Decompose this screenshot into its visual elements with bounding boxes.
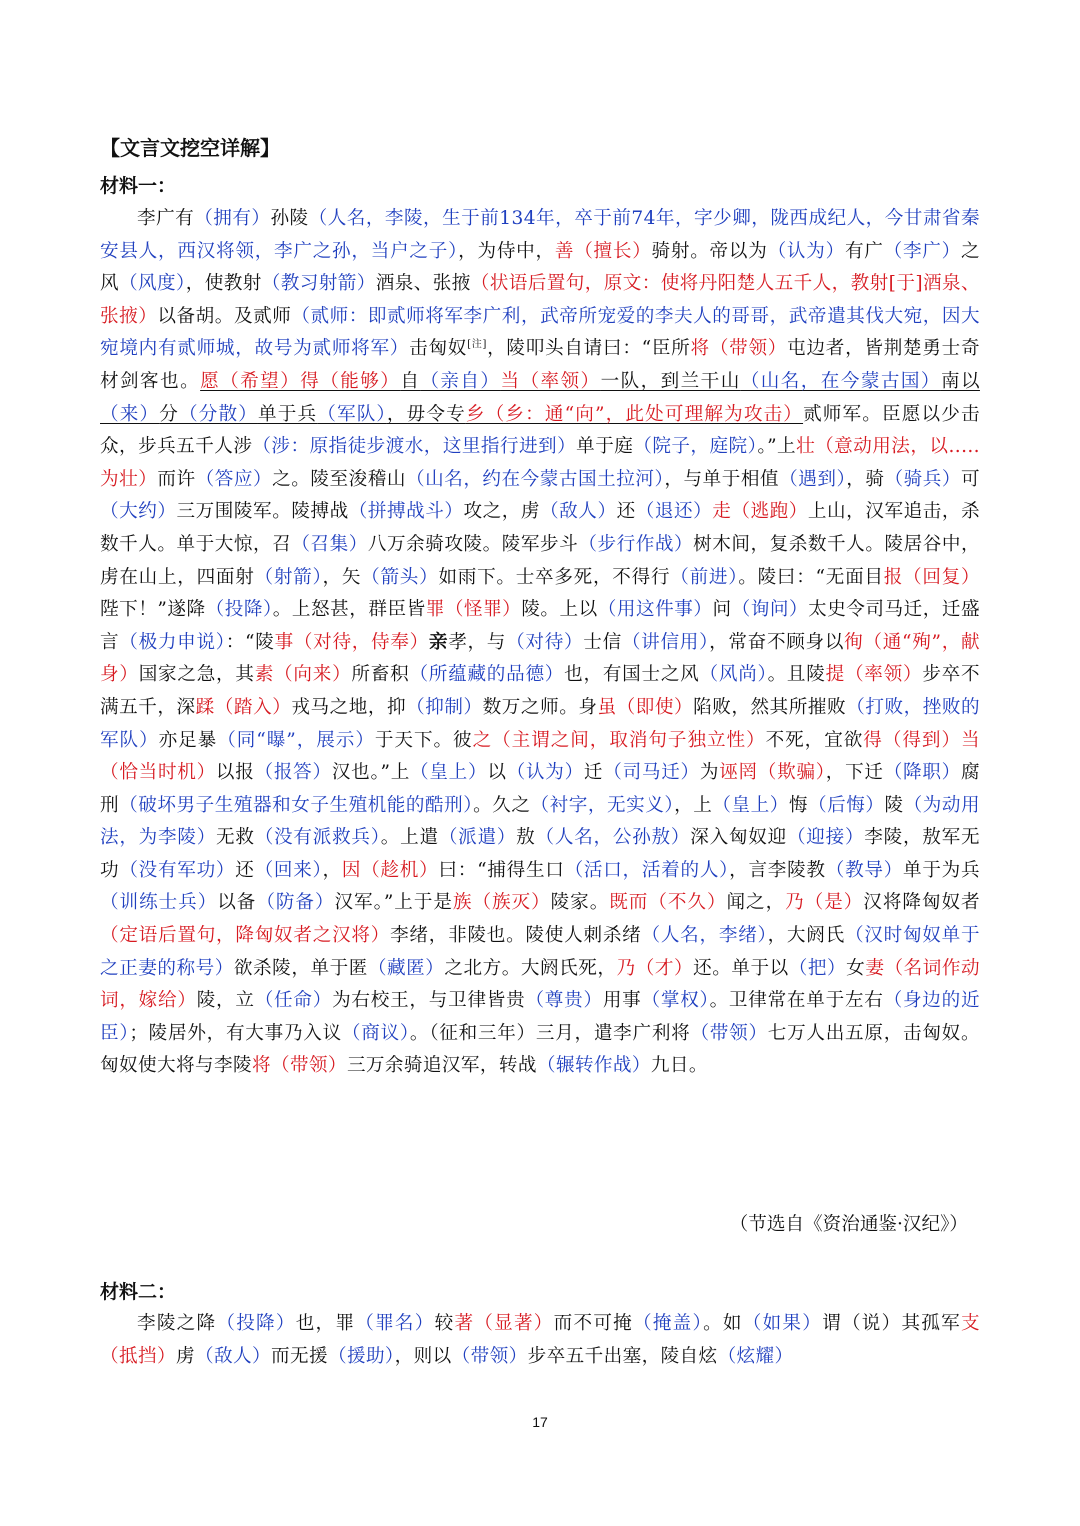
annotation-blue: （讲信用）: [621, 631, 710, 653]
underlined-text: 南以: [940, 370, 980, 392]
annotation-red: 提（率领）: [825, 664, 923, 686]
text-run: 太史令司马迁，迁盛言: [100, 599, 980, 653]
annotation-red: 诬罔（欺骗）: [719, 762, 826, 784]
annotation-blue: （没有派救兵）: [254, 827, 381, 849]
annotation-red: （擅长）: [574, 240, 652, 262]
annotation-blue: （对待）: [506, 631, 584, 653]
text-run: 。上怒甚，群臣皆: [272, 599, 426, 621]
annotation-blue: （回来）: [254, 859, 323, 881]
underlined-text: 单于兵: [257, 403, 318, 425]
annotation-blue: （掩盖）: [633, 1313, 704, 1334]
text-run: 骑射。帝以为: [651, 240, 768, 262]
annotation-blue: （降职）: [883, 762, 962, 784]
annotation-blue: （藏匿）: [367, 957, 445, 979]
text-run: 国家之急，其: [138, 664, 255, 686]
text-run: 而许: [157, 468, 196, 490]
text-run: 用事: [602, 990, 642, 1012]
annotation-blue: （人名，李陵，生于前134年，卒于前74年，字少卿，陇西成纪人，今甘肃省秦安县人，西汉将领，李广之孙，当户之子）: [100, 208, 980, 262]
annotation-red: （定语后置句，降匈奴者之汉将）: [100, 925, 391, 947]
text-run: ，使教射: [185, 273, 262, 295]
text-run: 九日。: [650, 1055, 708, 1077]
text-run: 迁: [583, 762, 604, 784]
annotation-blue: （山名，约在今蒙古国土拉河）: [405, 468, 665, 490]
text-run: 之。陵至浚稽山: [272, 468, 406, 490]
text-run: 。如: [703, 1313, 743, 1334]
annotation-red: 报（回复）: [883, 566, 980, 588]
material-2-text: [100, 1308, 980, 1373]
annotation-blue: （箭头）: [361, 566, 439, 588]
annotation-red: 得（得到）当（恰当时机）: [100, 729, 980, 784]
text-run: 也，罪: [295, 1313, 356, 1334]
annotation-blue: （投降）: [205, 599, 273, 621]
text-run: ；陵居外，有大事乃入议: [129, 1022, 342, 1044]
text-run: ，: [322, 859, 342, 881]
underlined-annotation-red: 乡（乡：通“向”，此处可理解为攻击）: [465, 403, 804, 425]
text-run: 李广有: [137, 208, 195, 229]
text-run: 无救: [216, 827, 255, 849]
material-1-text: [100, 203, 980, 1083]
annotation-blue: （司马迁）: [603, 762, 700, 784]
annotation-red: 既而（不久）: [609, 892, 727, 914]
underlined-annotation-blue: （亲自）: [420, 370, 501, 392]
annotation-blue: （身边的近臣）: [100, 990, 980, 1044]
text-run: 以报: [215, 762, 255, 784]
underlined-annotation-blue: （山名，在今蒙古国）: [740, 370, 941, 392]
text-run: 单于庭: [576, 436, 634, 458]
text-run: 还: [616, 501, 636, 523]
text-run: 数万之师。身: [482, 696, 598, 718]
annotation-blue: （没有军功）: [119, 859, 236, 881]
annotation-blue: （掌权）: [641, 990, 710, 1012]
text-run: 也，有国士之风: [564, 664, 700, 686]
text-run: 之风: [100, 240, 980, 295]
annotation-red: 乃（是）: [785, 892, 864, 914]
text-run: 还。单于以: [693, 957, 789, 979]
underlined-text: ，毋令专: [386, 403, 466, 425]
annotation-blue: （认为）: [767, 240, 845, 262]
text-run: ，则以: [394, 1345, 452, 1367]
text-run: ，言李陵教: [729, 859, 826, 881]
text-run: 如雨下。士卒多死，不得行: [438, 566, 671, 588]
annotation-blue: （同“曝”，展示）: [217, 729, 375, 751]
annotation-blue: （炫耀）: [717, 1345, 794, 1367]
text-run: ，骑: [846, 468, 885, 490]
annotation-blue: （打败，挫败的军队）: [100, 696, 980, 751]
text-run: ，为侍中，: [458, 240, 555, 262]
annotation-blue: （投降）: [216, 1313, 296, 1334]
annotation-red: 素（向来）: [254, 664, 352, 686]
annotation-blue: （敌人）: [540, 501, 617, 523]
text-run: 击匈奴: [409, 338, 468, 360]
text-run: 八万余骑攻陵。陵军步斗: [367, 533, 579, 555]
annotation-blue: （抑制）: [406, 696, 483, 718]
annotation-blue: （皇上）: [712, 794, 789, 816]
text-run: 。卫律常在单于左右: [709, 990, 884, 1012]
annotation-blue: （教习射箭）: [261, 273, 376, 295]
text-run: ，下迁: [825, 762, 884, 784]
text-run: 陵，立: [196, 990, 255, 1012]
annotation-blue: （答应）: [195, 468, 273, 490]
text-run: 屯边者，皆荆楚勇士奇材剑客也。: [100, 338, 980, 392]
text-run: ，常奋不顾身以: [709, 631, 845, 653]
text-run: 悔: [788, 794, 809, 816]
annotation-blue: （训练士兵）: [100, 892, 218, 914]
annotation-blue: （敌人）: [194, 1345, 271, 1367]
footnote-mark: [注]: [467, 339, 487, 351]
annotation-blue: （退还）: [635, 501, 713, 523]
text-run: 较: [434, 1313, 455, 1334]
text-run: 腐刑: [100, 762, 981, 816]
annotation-blue: （射箭）: [254, 566, 323, 588]
text-run: 闻之，: [726, 892, 786, 914]
annotation-blue: （前进）: [670, 566, 739, 588]
annotation-blue: （认为）: [506, 762, 584, 784]
text-run: 戎马之地，抑: [291, 696, 407, 718]
annotation-red: 因（趁机）: [341, 859, 439, 881]
text-run: 陛下！”遂降: [100, 599, 206, 621]
annotation-blue: （破坏男子生殖器和女子生殖机能的酷刑）: [119, 794, 474, 816]
text-run: 敖: [516, 827, 536, 849]
annotation-blue: （如果）: [742, 1313, 823, 1334]
annotation-red: 乃（才）: [616, 957, 694, 979]
annotation-red: 族（族灭）: [452, 892, 551, 914]
annotation-blue: （骑兵）: [884, 468, 961, 490]
text-run: 汉军。”上于是: [334, 892, 453, 914]
annotation-red: 走（逃跑）: [712, 501, 808, 523]
annotation-blue: （任命）: [254, 990, 333, 1012]
text-run: 有广: [844, 240, 884, 262]
text-run: 李陵之降: [137, 1313, 217, 1334]
annotation-blue: （所蕴藏的品德）: [409, 664, 565, 686]
text-run: 。上遣: [380, 827, 439, 849]
underlined-text: 一队，到兰干山: [600, 370, 741, 392]
material-2-heading: 材料二：: [100, 1281, 177, 1303]
annotation-red: 著（显著）: [454, 1313, 554, 1334]
annotation-red: 蹂（踏入）: [195, 696, 292, 718]
annotation-blue: （贰师：即贰师将军李广利，武帝所宠爱的李夫人的哥哥，武帝遣其伐大宛，因大宛境内有贰师城，故号为贰师将军）: [100, 305, 980, 360]
annotation-blue: （援助）: [327, 1345, 395, 1367]
text-run: 陷败，然其所摧败: [693, 696, 847, 718]
annotation-red: （通“殉”，献身）: [100, 631, 980, 686]
text-run: 以: [487, 762, 507, 784]
text-run: 。”上: [757, 436, 797, 458]
annotation-blue: （李广）: [883, 240, 961, 262]
text-run: ，陵叩头自请曰：“臣所: [486, 338, 691, 360]
text-run: 以备胡。及贰师: [157, 305, 292, 327]
text-run: 虏: [175, 1345, 195, 1367]
text-run: ：“陵: [225, 631, 275, 653]
annotation-blue: （防备）: [256, 892, 335, 914]
text-run: ，大阏氏: [767, 925, 845, 947]
annotation-blue: （用这件事）: [597, 599, 713, 621]
text-run: 。且陵: [767, 664, 826, 686]
annotation-blue: （极力申说）: [119, 631, 226, 653]
section-title: 【文言文挖空详解】: [100, 136, 280, 160]
annotation-blue: （衬字，无实义）: [530, 794, 675, 816]
annotation-blue: （尊贵）: [525, 990, 603, 1012]
annotation-blue: （遇到）: [779, 468, 847, 490]
text-run: 所畜积: [351, 664, 410, 686]
text-run: 汉也。”上: [331, 762, 411, 784]
text-run: 欲杀陵，单于匿: [233, 957, 368, 979]
annotation-blue: （拥有）: [194, 208, 271, 229]
annotation-blue: （派遣）: [438, 827, 517, 849]
text-run: 。陵曰：“无面目: [738, 566, 884, 588]
text-run: 七万人出五原，击匈奴。匈奴使大将与李陵: [100, 1022, 980, 1077]
text-run: 谓（说）其孤军: [822, 1313, 961, 1334]
underlined-annotation-red: 当（率领）: [500, 370, 601, 392]
underlined-annotation-blue: （军队）: [317, 403, 387, 425]
text-run: 汉将降匈奴者: [863, 892, 980, 914]
text-run: 陵: [884, 794, 904, 816]
text-run: 深入匈奴迎: [690, 827, 787, 849]
annotation-blue: （迎接）: [786, 827, 865, 849]
text-run: 而无援: [270, 1345, 328, 1367]
annotation-blue: （院子，庭院）: [633, 436, 758, 458]
material-1-heading: 材料一：: [100, 175, 177, 197]
text-run: 。久之: [473, 794, 531, 816]
text-run: 陵家。: [550, 892, 610, 914]
annotation-red: 之（主谓之间，取消句子独立性）: [472, 729, 766, 751]
annotation-blue: （活口，活着的人）: [564, 859, 730, 881]
annotation-blue: （涉：原指徒步渡水，这里指行进到）: [252, 436, 577, 458]
source-citation: （节选自《资治通鉴·汉纪》）: [729, 1214, 968, 1235]
annotation-red: 善: [554, 240, 575, 262]
text-run: 单于为兵: [903, 859, 980, 881]
text-run: 曰：“捕得生口: [438, 859, 565, 881]
annotation-blue: （拼搏战斗）: [348, 501, 464, 523]
text-run: 。（征和三年）三月，遣李广利将: [409, 1022, 691, 1044]
annotation-blue: （人名，李绪）: [641, 925, 768, 947]
text-run: 还: [235, 859, 255, 881]
annotation-blue: （教导）: [825, 859, 904, 881]
text-run: ，上: [674, 794, 713, 816]
annotation-blue: （询问）: [731, 599, 809, 621]
text-run: ，与单于相值: [664, 468, 780, 490]
text-run: 三万围陵军。陵搏战: [176, 501, 349, 523]
annotation-blue: （大约）: [100, 501, 177, 523]
text-run: 上山，汉军追击，杀数千人。单于大惊，召: [100, 501, 980, 555]
text-run: 攻之，虏: [463, 501, 541, 523]
text-run: 三万余骑追汉军，转战: [346, 1055, 537, 1077]
text-run: 李绪，非陵也。陵使人刺杀绪: [390, 925, 642, 947]
annotation-blue: （风度）: [119, 273, 186, 295]
annotation-blue: （罪名）: [355, 1313, 435, 1334]
underlined-annotation-blue: （分散）: [178, 403, 258, 425]
bold-text: 亲: [428, 631, 449, 653]
underlined-text: 自: [400, 370, 421, 392]
annotation-red: （状语后置句，原文：使将丹阳楚人五千人，教射[于]酒泉、张掖）: [100, 273, 980, 327]
annotation-blue: （召集）: [291, 533, 368, 555]
annotation-red: 将: [690, 338, 710, 360]
annotation-blue: （步行作战）: [578, 533, 694, 555]
text-run: 亦足暴: [158, 729, 218, 751]
text-run: 不死，宜欲: [765, 729, 864, 751]
text-run: 问: [712, 599, 732, 621]
underlined-annotation-blue: （来）: [100, 403, 160, 425]
annotation-blue: （汉时匈奴单于之正妻的称号）: [100, 925, 980, 979]
annotation-blue: （后悔）: [808, 794, 885, 816]
annotation-red: 支（抵挡）: [100, 1313, 980, 1367]
text-run: 步卒五千出塞，陵自炫: [527, 1345, 718, 1367]
annotation-red: 徇: [844, 631, 864, 653]
text-run: 于天下。彼: [374, 729, 473, 751]
text-run: 陵。上以: [521, 599, 598, 621]
annotation-blue: （商议）: [341, 1022, 410, 1044]
annotation-blue: （带领）: [690, 1022, 768, 1044]
annotation-blue: （带领）: [451, 1345, 528, 1367]
text-run: 步卒不满五千，深: [100, 664, 980, 718]
text-run: 为右校王，与卫律皆贵: [332, 990, 526, 1012]
page-number: 17: [532, 1414, 548, 1430]
annotation-red: 罪（怪罪）: [425, 599, 522, 621]
text-run: 而不可掩: [553, 1313, 633, 1334]
underlined-annotation-red: 愿（希望）得（能够）: [200, 370, 401, 392]
underlined-text: 分: [159, 403, 179, 425]
text-run: 以备: [217, 892, 257, 914]
annotation-blue: （皇上）: [410, 762, 488, 784]
text-run: ，矢: [322, 566, 362, 588]
text-run: 孝，与: [448, 631, 507, 653]
annotation-red: （带领）: [709, 338, 788, 360]
annotation-blue: （把）: [788, 957, 847, 979]
text-run: 李陵，敖军无功: [100, 827, 980, 881]
text-run: 为: [699, 762, 720, 784]
annotation-red: 事（对待，侍奉）: [274, 631, 429, 653]
text-run: 酒泉、张掖: [375, 273, 471, 295]
text-run: 士信: [583, 631, 622, 653]
text-run: 贰师军。臣愿以少击众，步兵五千人涉: [100, 403, 980, 458]
annotation-red: 妻（名词作动词，嫁给）: [100, 957, 980, 1012]
text-run: 树木间，复杀数千人。陵居谷中，虏在山上，四面射: [100, 533, 980, 588]
annotation-red: 虽（即使）: [597, 696, 694, 718]
text-run: 孙陵: [270, 208, 309, 229]
annotation-blue: （为动用法，为李陵）: [100, 794, 980, 849]
annotation-blue: （人名，公孙敖）: [535, 827, 691, 849]
annotation-blue: （风尚）: [699, 664, 768, 686]
text-run: 之北方。大阏氏死，: [444, 957, 617, 979]
text-run: 女: [846, 957, 866, 979]
annotation-red: 壮（意动用法，以.....为壮）: [100, 436, 980, 490]
annotation-blue: （辗转作战）: [536, 1055, 651, 1077]
annotation-red: 将（带领）: [251, 1055, 347, 1077]
text-run: 可: [961, 468, 980, 490]
annotation-blue: （报答）: [254, 762, 332, 784]
